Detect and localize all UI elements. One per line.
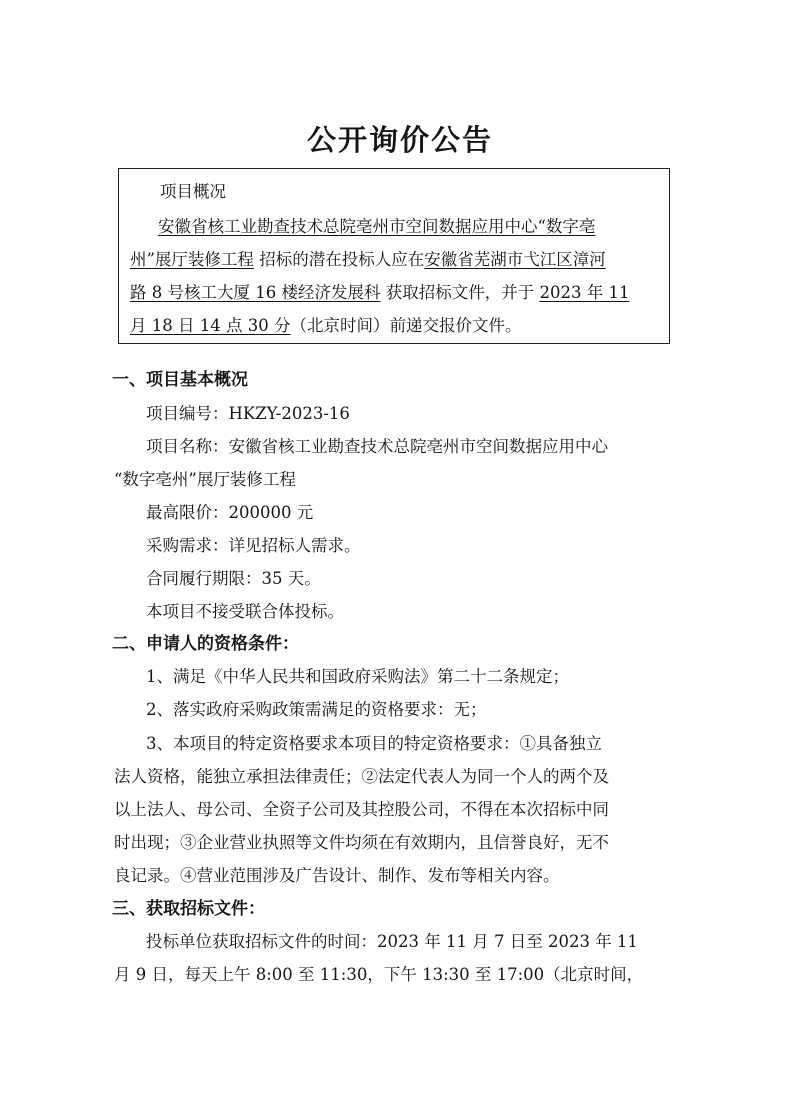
qualification-line: 1、满足《中华人民共和国政府采购法》第二十二条规定； <box>146 667 569 686</box>
project-name: 项目名称：安徽省核工业勘查技术总院亳州市空间数据应用中心 <box>146 437 608 456</box>
project-number: 项目编号：HKZY-2023-16 <box>146 404 350 423</box>
page-title: 公开询价公告 <box>306 123 493 157</box>
summary-line-1 <box>158 217 595 237</box>
project-name-continued: “数字亳州”展厅装修工程 <box>114 470 296 489</box>
document-pickup-time: 投标单位获取招标文件的时间：2023 年 11 月 7 日至 2023 年 11 <box>146 932 638 951</box>
section-3-heading: 三、获取招标文件： <box>112 899 265 919</box>
document-pickup-time-continued: 月 9 日，每天上午 8:00 至 11:30，下午 13:30 至 17:00（北京时间， <box>114 965 644 984</box>
pickup-address-part-2: 路 8 号核工大厦 16 楼经济发展科 <box>130 283 381 302</box>
summary-text: （北京时间）前递交报价文件。 <box>290 316 522 335</box>
deadline-part-1: 2023 年 11 <box>539 283 630 302</box>
section-1-heading: 一、项目基本概况 <box>112 370 248 390</box>
project-name-part-1: 安徽省核工业勘查技术总院亳州市空间数据应用中心“数字亳 <box>158 217 596 236</box>
pickup-address-part-1: 安徽省芜湖市弋江区漳河 <box>424 250 606 269</box>
section-2-heading: 二、申请人的资格条件： <box>112 634 299 654</box>
qualification-line: 时出现；③企业营业执照等文件均须在有效期内，且信誉良好，无不 <box>114 833 609 852</box>
summary-line-4 <box>130 316 521 336</box>
project-name-part-2: 州”展厅装修工程 <box>130 250 254 269</box>
summary-line-3 <box>130 283 629 303</box>
qualification-line: 2、落实政府采购政策需满足的资格要求：无； <box>146 700 487 719</box>
deadline-part-2: 月 18 日 14 点 30 分 <box>130 316 291 335</box>
summary-text: 招标的潜在投标人应在 <box>259 250 425 269</box>
qualification-line: 良记录。④营业范围涉及广告设计、制作、发布等相关内容。 <box>114 866 560 885</box>
summary-text: 获取招标文件，并于 <box>385 283 535 302</box>
qualification-line: 以上法人、母公司、全资子公司及其控股公司，不得在本次招标中同 <box>114 800 609 819</box>
qualification-line: 法人资格，能独立承担法律责任；②法定代表人为同一个人的两个及 <box>114 767 609 786</box>
summary-line-2 <box>130 250 606 270</box>
summary-heading: 项目概况 <box>160 182 226 201</box>
contract-period: 合同履行期限：35 天。 <box>146 569 321 588</box>
max-price: 最高限价：200000 元 <box>146 503 314 522</box>
qualification-line: 3、本项目的特定资格要求本项目的特定资格要求：①具备独立 <box>146 734 602 753</box>
procurement-requirement: 采购需求：详见招标人需求。 <box>146 536 361 555</box>
consortium-note: 本项目不接受联合体投标。 <box>146 602 344 621</box>
